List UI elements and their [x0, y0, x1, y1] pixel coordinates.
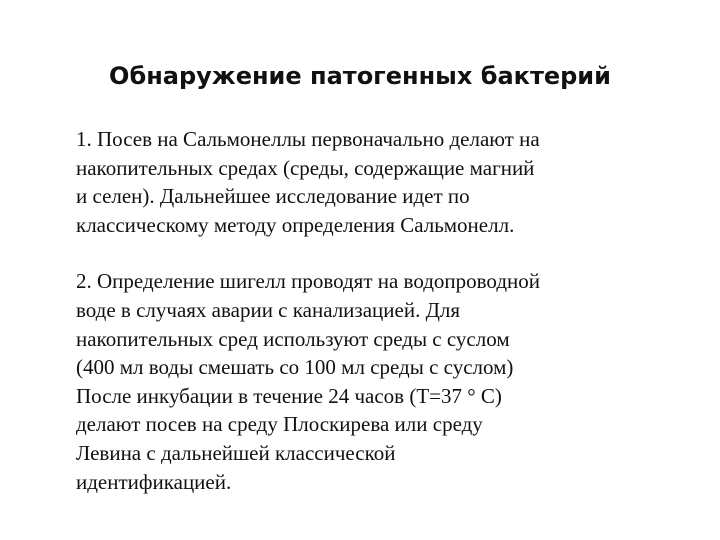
paragraph-line: (400 мл воды смешать со 100 мл среды с суслом): [76, 355, 514, 380]
paragraph-line: накопительных сред используют среды с суслом: [76, 326, 510, 351]
paragraph-line: накопительных средах (среды, содержащие магний: [76, 155, 535, 180]
paragraph-line: идентификацией.: [76, 469, 232, 494]
paragraph-line: 1. Посев на Сальмонеллы первоначально делают на: [76, 127, 540, 151]
slide-body: [76, 125, 656, 496]
paragraph-line: 2. Определение шигелл проводят на водопроводной: [76, 269, 540, 294]
paragraph-line: и селен). Дальнейшее исследование идет по: [76, 184, 470, 209]
paragraph-line: воде в случаях аварии с канализацией. Для: [76, 297, 461, 322]
paragraph-line: классическому методу определения Сальмонелл.: [76, 212, 515, 237]
paragraph-line: делают посев на среду Плоскирева или среду: [76, 412, 483, 437]
slide-title: Обнаружение патогенных бактерий: [109, 62, 611, 90]
paragraph-line: Левина с дальнейшей классической: [76, 440, 396, 465]
paragraph-salmonella: [76, 125, 656, 239]
paragraph-line: После инкубации в течение 24 часов (Т=37 ° С): [76, 383, 502, 408]
paragraph-shigella: [76, 267, 656, 496]
